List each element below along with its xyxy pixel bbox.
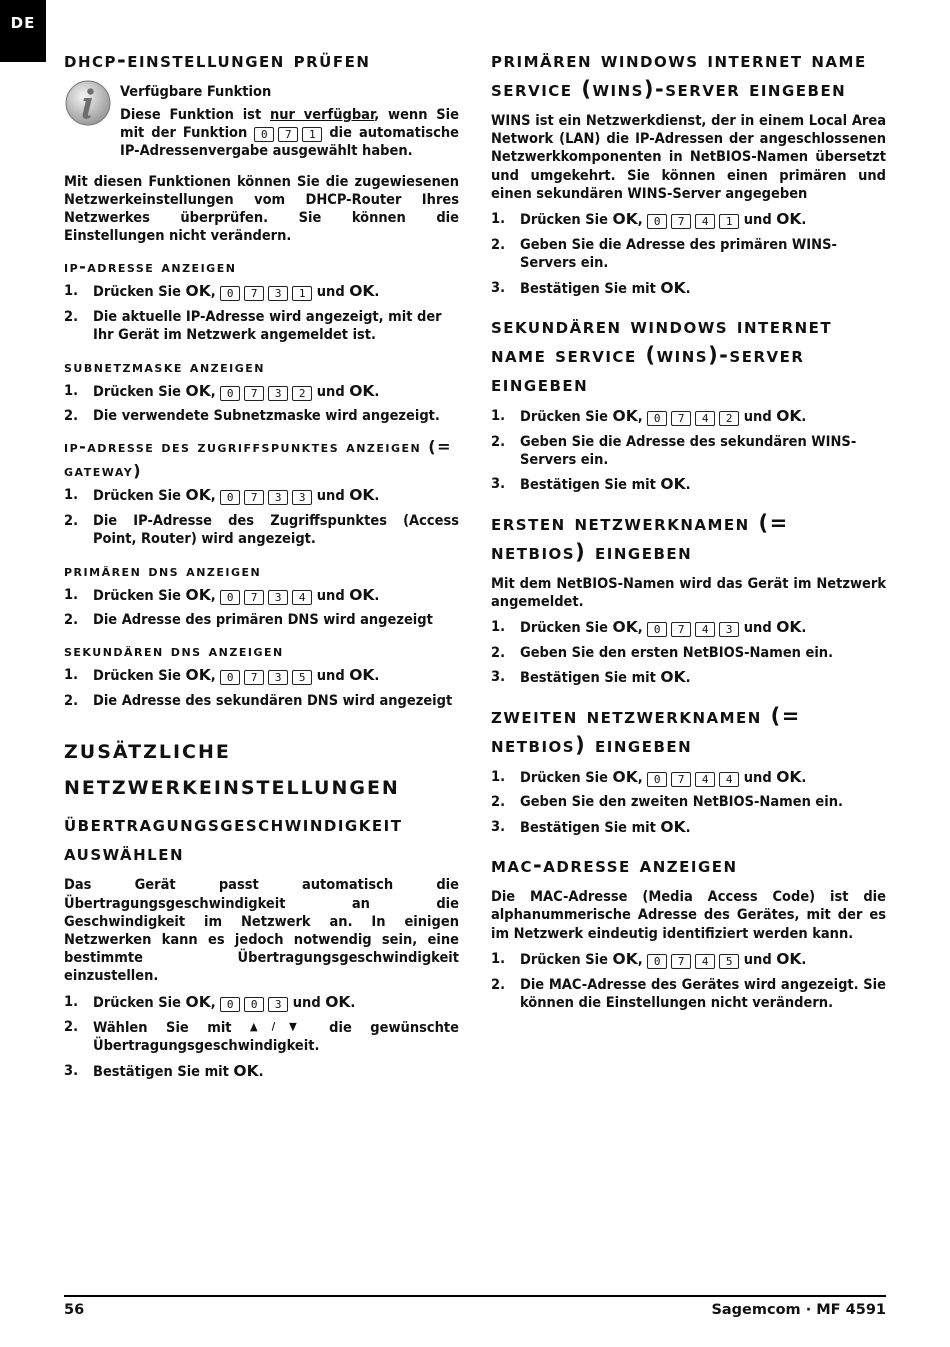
keypad-key: 0 (647, 411, 667, 426)
ip-heading: ip-adresse anzeigen (64, 257, 237, 277)
keypad-key: 4 (719, 772, 739, 787)
key-sequence (220, 384, 312, 400)
key-sequence (647, 409, 739, 425)
keypad-key: 3 (268, 670, 288, 685)
extra-settings-heading: zusätzliche netzwerkeinstellungen (64, 734, 400, 802)
up-down-arrow-icon: ▲/▼ (250, 1020, 311, 1034)
netbios1-heading: ersten netzwerknamen (= netbios) eingeben (491, 510, 789, 564)
keypad-key: 7 (244, 590, 264, 605)
mac-steps (491, 950, 886, 1012)
gateway-heading: ip-adresse des zugriffspunktes anzeigen (= gateway) (64, 437, 453, 481)
step-3: 3. Bestätigen Sie mit OK. (491, 475, 691, 494)
keypad-key: 7 (671, 214, 691, 229)
keypad-key: 7 (244, 386, 264, 401)
keypad-key: 0 (254, 127, 274, 142)
keypad-key: 0 (647, 772, 667, 787)
keypad-key: 4 (695, 411, 715, 426)
step-1: 1. Drücken Sie OK, 0 0 3 und OK. (64, 992, 356, 1011)
keypad-key: 7 (671, 622, 691, 637)
keypad-key: 7 (671, 954, 691, 969)
keypad-key: 0 (220, 670, 240, 685)
dhcp-heading: dhcp-einstellungen prüfen (64, 48, 371, 72)
wins2-steps (491, 407, 886, 495)
keypad-key: 0 (244, 997, 264, 1012)
key-sequence (647, 952, 739, 968)
wins1-heading: primären windows internet name service (wins)-server eingeben (491, 48, 867, 101)
keypad-key: 7 (244, 490, 264, 505)
step-3: 3. Bestätigen Sie mit OK. (64, 1062, 264, 1081)
keypad-key: 3 (719, 622, 739, 637)
page-number: 56 (64, 1302, 85, 1318)
keypad-key: 5 (292, 670, 312, 685)
keypad-key: 7 (244, 286, 264, 301)
keypad-key: 3 (292, 490, 312, 505)
mac-heading: mac-adresse anzeigen (491, 853, 738, 878)
step-3: 3. Bestätigen Sie mit OK. (491, 668, 691, 687)
step-2: 2. Die aktuelle IP-Adresse wird angezeigt, mit der Ihr Gerät im Netzwerk angemeldet ist. (64, 309, 442, 344)
keypad-key: 0 (220, 286, 240, 301)
step-1: 1. Drücken Sie OK, 0 7 3 1 und OK. (64, 282, 380, 301)
speed-intro: Das Gerät passt automatisch die Übertragungsgeschwindigkeit an die Geschwindigkeit im Netzwerk an. In einigen Netzwerken kann es jedoch notwendig sein, eine bestimmte Übertragungsgeschwindigkeit einzustellen. (64, 877, 459, 985)
keypad-key: 0 (220, 490, 240, 505)
step-1: 1. Drücken Sie OK, 0 7 4 3 und OK. (491, 618, 807, 637)
step-2: 2. Geben Sie den ersten NetBIOS-Namen ein. (491, 644, 834, 661)
keypad-key: 0 (220, 997, 240, 1012)
keypad-key: 0 (647, 214, 667, 229)
keypad-key: 4 (695, 214, 715, 229)
netbios2-heading: zweiten netzwerknamen (= netbios) eingeben (491, 703, 801, 757)
dns1-steps (64, 586, 459, 630)
step-3: 3. Bestätigen Sie mit OK. (491, 278, 691, 297)
keypad-key: 7 (278, 127, 298, 142)
wins2-heading: sekundären windows internet name service (wins)-server eingeben (491, 313, 833, 396)
netbios1-steps (491, 618, 886, 688)
dhcp-intro: Mit diesen Funktionen können Sie die zugewiesenen Netzwerkeinstellungen vom DHCP-Router Ihres Netzwerkes überprüfen. Sie können die Einstellungen nicht verändern. (64, 173, 459, 245)
keypad-key: 3 (268, 386, 288, 401)
left-column (64, 46, 459, 1088)
keypad-key: 7 (244, 670, 264, 685)
keypad-key: 2 (292, 386, 312, 401)
keypad-key: 3 (268, 590, 288, 605)
step-2: 2. Die verwendete Subnetzmaske wird angezeigt. (64, 408, 440, 425)
step-2: 2. Die Adresse des primären DNS wird angezeigt (64, 612, 433, 629)
keypad-key: 2 (719, 411, 739, 426)
keypad-key: 3 (268, 997, 288, 1012)
key-sequence (220, 284, 312, 300)
gateway-steps (64, 486, 459, 548)
key-sequence (220, 995, 288, 1011)
notice-title: Verfügbare Funktion (120, 84, 272, 100)
footer-divider (64, 1295, 886, 1297)
ip-steps (64, 282, 459, 344)
keypad-key: 0 (647, 954, 667, 969)
dns1-heading: primären dns anzeigen (64, 560, 262, 580)
wins1-steps (491, 210, 886, 298)
keypad-key: 1 (302, 127, 322, 142)
keypad-key: 0 (220, 386, 240, 401)
key-sequence (220, 668, 312, 684)
step-1: 1. Drücken Sie OK, 0 7 3 3 und OK. (64, 486, 380, 505)
subnet-steps (64, 382, 459, 426)
step-3: 3. Bestätigen Sie mit OK. (491, 818, 691, 837)
netbios2-steps (491, 768, 886, 838)
step-1: 1. Drücken Sie OK, 0 7 3 5 und OK. (64, 666, 380, 685)
subnet-heading: subnetzmaske anzeigen (64, 356, 265, 376)
step-1: 1. Drücken Sie OK, 0 7 4 1 und OK. (491, 210, 807, 229)
key-sequence (220, 588, 312, 604)
keypad-key: 7 (671, 411, 691, 426)
key-sequence (647, 770, 739, 786)
step-1: 1. Drücken Sie OK, 0 7 4 5 und OK. (491, 949, 807, 968)
wins1-intro: WINS ist ein Netzwerkdienst, der in einem Local Area Network (LAN) die IP-Adressen der angeschlossenen Netzwerkkomponenten in NetBIOS-Namen übersetzt und umgekehrt. Sie können einen primären und einen sekundären WINS-Server angegeben (491, 113, 886, 202)
step-2: 2. Die MAC-Adresse des Gerätes wird angezeigt. Sie können die Einstellungen nicht verändern. (491, 976, 886, 1011)
dns2-steps (64, 666, 459, 710)
notice-box (64, 83, 459, 161)
keypad-key: 4 (292, 590, 312, 605)
notice-text: Diese Funktion ist nur verfügbar, wenn Sie mit der Funktion 0 7 1 die automatische IP-Adressenvergabe ausgewählt haben. (120, 107, 459, 160)
product-name: Sagemcom · MF 4591 (711, 1302, 886, 1318)
keypad-key: 4 (695, 954, 715, 969)
step-1: 1. Drücken Sie OK, 0 7 4 4 und OK. (491, 767, 807, 786)
step-2: 2. Geben Sie die Adresse des primären WINS-Servers ein. (491, 236, 837, 271)
keypad-key: 0 (220, 590, 240, 605)
step-1: 1. Drücken Sie OK, 0 7 3 2 und OK. (64, 381, 380, 400)
keypad-key: 4 (695, 622, 715, 637)
step-2: 2. Geben Sie die Adresse des sekundären WINS-Servers ein. (491, 433, 857, 468)
step-2: 2. Wählen Sie mit ▲/▼ die gewünschte Übertragungsgeschwindigkeit. (64, 1019, 459, 1055)
keypad-key: 5 (719, 954, 739, 969)
keypad-key: 0 (647, 622, 667, 637)
keypad-key: 1 (719, 214, 739, 229)
step-2: 2. Die IP-Adresse des Zugriffspunktes (Access Point, Router) wird angezeigt. (64, 513, 459, 548)
speed-heading: übertragungsgeschwindigkeit auswählen (64, 812, 403, 866)
keypad-key: 3 (268, 286, 288, 301)
keypad-key: 1 (292, 286, 312, 301)
right-column (491, 46, 886, 1018)
step-2: 2. Geben Sie den zweiten NetBIOS-Namen ein. (491, 794, 843, 811)
mac-intro: Die MAC-Adresse (Media Access Code) ist die alphanummerische Adresse des Gerätes, mit der es im Netzwerk eindeutig identifiziert werden kann. (491, 889, 886, 942)
info-icon (64, 79, 112, 127)
keypad-key: 3 (268, 490, 288, 505)
key-sequence (647, 620, 739, 636)
step-2: 2. Die Adresse des sekundären DNS wird angezeigt (64, 693, 453, 710)
key-sequence (647, 212, 739, 228)
dns2-heading: sekundären dns anzeigen (64, 641, 284, 661)
step-1: 1. Drücken Sie OK, 0 7 3 4 und OK. (64, 585, 380, 604)
keypad-key: 7 (671, 772, 691, 787)
key-sequence (254, 125, 322, 141)
speed-steps (64, 993, 459, 1082)
key-sequence (220, 488, 312, 504)
netbios1-intro: Mit dem NetBIOS-Namen wird das Gerät im Netzwerk angemeldet. (491, 575, 886, 610)
keypad-key: 4 (695, 772, 715, 787)
language-tab: DE (0, 0, 46, 62)
step-1: 1. Drücken Sie OK, 0 7 4 2 und OK. (491, 406, 807, 425)
